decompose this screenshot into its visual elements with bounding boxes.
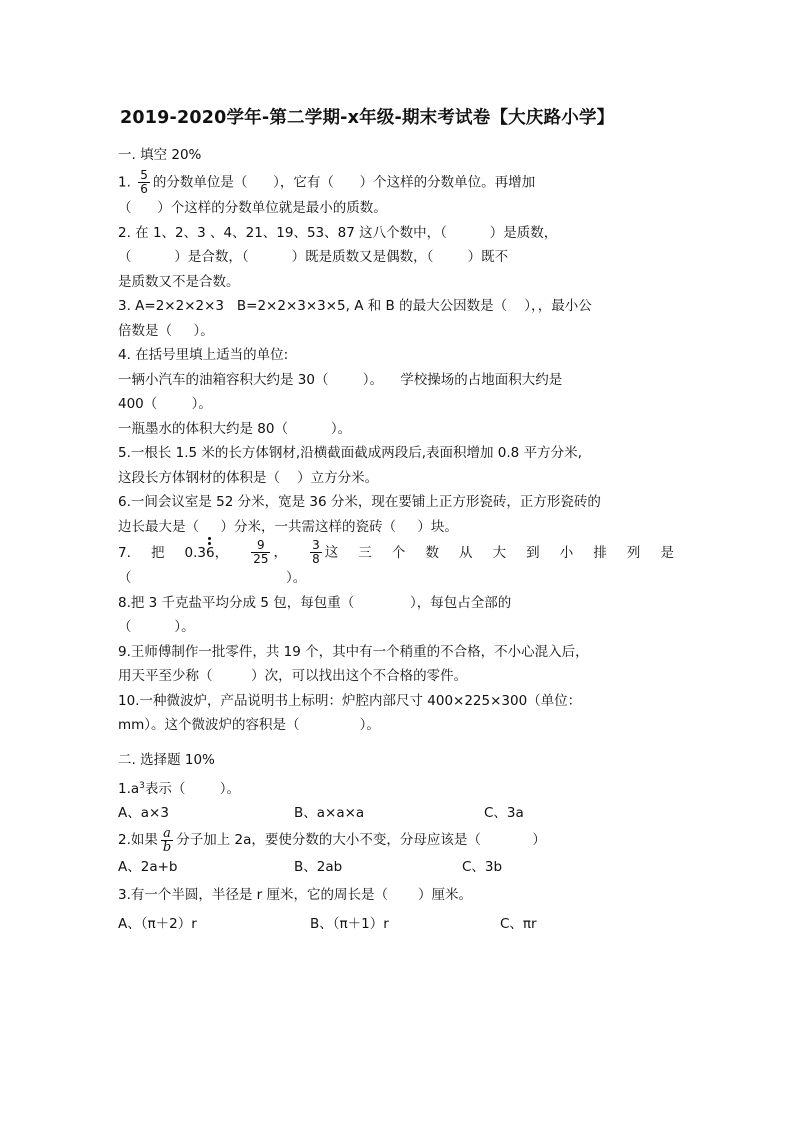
question-4-line-d	[118, 417, 674, 442]
q7-char: 到	[526, 544, 540, 561]
q5-text-b: 这段长方体钢材的体积是（ ）立方分米。	[118, 469, 379, 486]
q1-number: 1.	[118, 174, 131, 191]
question-6-cont	[118, 515, 674, 540]
q4-text-d: 一瓶墨水的体积大约是 80（ ）。	[118, 420, 352, 437]
choice-2	[118, 825, 674, 855]
q6-text-a: 6.一间会议室是 52 分米，宽是 36 分米，现在要铺上正方形瓷砖，正方形瓷砖的	[118, 494, 601, 510]
q10-text-b: mm）。这个微波炉的容积是（ ）。	[118, 717, 380, 733]
q7-decimal-repeat: 6	[206, 540, 215, 566]
q7-fraction-1-group: $\frac{9}{25}$ ，	[253, 538, 287, 566]
c1-option-c: C、3a	[484, 805, 524, 821]
q7-char: 数	[425, 544, 439, 561]
q6-text-b: 边长最大是（ ）分米，一共需这样的瓷砖（ ）块。	[118, 518, 458, 535]
q7-text-b: （ ）。	[118, 570, 307, 586]
choice-3	[118, 883, 674, 908]
c2-option-a: A、2a+b	[118, 859, 178, 875]
q7-f1-numerator: 9	[251, 539, 270, 553]
c1-option-a: A、a×3	[118, 805, 169, 821]
question-2-cont2	[118, 270, 674, 295]
choice-2-options	[118, 855, 674, 879]
question-4	[118, 343, 674, 368]
q7-char: 大	[492, 544, 507, 561]
q7-f1-denominator: 25	[253, 552, 269, 566]
q7-char: 列	[626, 544, 641, 561]
question-9	[118, 640, 674, 665]
q3-text-b: 倍数是（ ）。	[118, 322, 214, 339]
question-2	[118, 221, 674, 246]
choice-3-options	[118, 912, 674, 936]
question-8	[118, 591, 674, 616]
q1-denominator: 6	[140, 182, 148, 196]
question-5-cont	[118, 466, 674, 491]
c2-numerator: a	[161, 827, 173, 841]
choice-1	[118, 774, 674, 802]
question-9-cont	[118, 664, 674, 689]
q7-decimal: 0.36，	[185, 540, 229, 566]
c2-post: 分子加上 2a，要使分数的大小不变，分母应该是（ ）	[176, 832, 546, 848]
question-6	[118, 490, 674, 515]
question-1-cont	[118, 196, 674, 221]
q7-f2-denominator: 8	[312, 552, 320, 566]
section-fill-in: 一. 填空 20%	[118, 147, 202, 163]
q3-text-a: 3. A=2×2×2×3 B=2×2×3×3×5, A 和 B 的最大公因数是（ ），，最小公	[118, 298, 592, 314]
q7-char: 从	[459, 544, 473, 561]
question-4-line-b	[118, 368, 674, 393]
question-10	[118, 689, 674, 714]
question-4-line-c	[118, 392, 674, 417]
q4-text-b: 一辆小汽车的油箱容积大约是 30（ ）。 学校操场的占地面积大约是	[118, 371, 563, 388]
q4-text-a: 4. 在括号里填上适当的单位:	[118, 347, 289, 363]
c2-option-b: B、2ab	[294, 859, 343, 875]
q4-text-c: 400（ ）。	[118, 396, 212, 412]
q7-f2-numerator: 3	[312, 538, 320, 552]
q1-fraction	[138, 169, 150, 196]
question-5	[118, 441, 674, 466]
c1-superscript: 3	[139, 780, 145, 791]
c1-option-b: B、a×a×a	[294, 805, 365, 821]
question-7-cont	[118, 566, 674, 591]
section-multiple-choice: 二. 选择题 10%	[118, 751, 215, 768]
q7-decimal-pre: 0.3	[184, 544, 207, 561]
c1-post: 表示（ ）。	[144, 780, 240, 797]
c2-denominator: b	[162, 839, 172, 855]
q1-text-b: （ ）个这样的分数单位就是最小的质数。	[118, 200, 387, 216]
choice-1-options	[118, 801, 674, 825]
q7-char: 个	[391, 544, 406, 561]
c2-option-c: C、3b	[462, 859, 503, 875]
q10-text-a: 10.一种微波炉，产品说明书上标明：炉腔内部尺寸 400×225×300（单位：	[118, 692, 582, 709]
q8-text-b: （ ）。	[118, 619, 195, 635]
q5-text-a: 5.一根长 1.5 米的长方体钢材,沿横截面截成两段后,表面积增加 0.8 平方分米,	[118, 445, 582, 461]
c3-text: 3.有一个半圆，半径是 r 厘米，它的周长是（ ）厘米。	[118, 887, 473, 903]
q2-text-a: 2. 在 1、2、3 、4、21、19、53、87 这八个数中，（ ）是质数，	[118, 224, 558, 241]
question-3-cont	[118, 319, 674, 344]
c3-option-c: C、πr	[500, 915, 537, 932]
c3-option-a: A、（π＋2）r	[118, 915, 197, 932]
exam-title: 2019-2020学年-第二学期-x年级-期末考试卷【大庆路小学】	[120, 108, 615, 128]
question-10-cont	[118, 713, 674, 738]
c1-pre: 1.a	[118, 780, 140, 797]
question-2-cont	[118, 245, 674, 270]
exam-page	[118, 104, 674, 936]
q1-numerator: 5	[140, 168, 148, 182]
c2-fraction	[161, 827, 173, 854]
q7-char: 三	[358, 544, 372, 561]
q7-char: 这	[324, 544, 339, 561]
q8-text-a: 8.把 3 千克盐平均分成 5 包，每包重（ ），每包占全部的	[118, 594, 512, 611]
c3-option-b: B、（π＋1）r	[310, 915, 389, 932]
q9-text-a: 9.王师傅制作一批零件，共 19 个，其中有一个稍重的不合格，不小心混入后，	[118, 643, 589, 660]
q7-word-ba: 把	[150, 544, 165, 561]
question-1	[118, 169, 674, 196]
q7-fraction-2-group	[307, 539, 338, 566]
q7-char: 是	[660, 544, 674, 561]
q2-text-b: （ ）是合数，（ ）既是质数又是偶数，（ ）既不	[118, 249, 509, 265]
q7-fraction-2	[310, 539, 322, 566]
q7-fraction-1	[251, 539, 270, 566]
q7-char: 排	[593, 544, 607, 561]
q9-text-b: 用天平至少称（ ）次，可以找出这个不合格的零件。	[118, 668, 468, 684]
question-8-cont	[118, 615, 674, 640]
q7-char: 小	[559, 544, 574, 561]
q1-text-a: 的分数单位是（ ），它有（ ）个这样的分数单位。再增加	[152, 174, 536, 191]
question-7	[118, 539, 674, 566]
q2-text-c: 是质数又不是合数。	[118, 273, 240, 290]
c2-pre: 2.如果	[118, 832, 158, 848]
q7-number: 7.	[118, 544, 131, 561]
question-3	[118, 294, 674, 319]
